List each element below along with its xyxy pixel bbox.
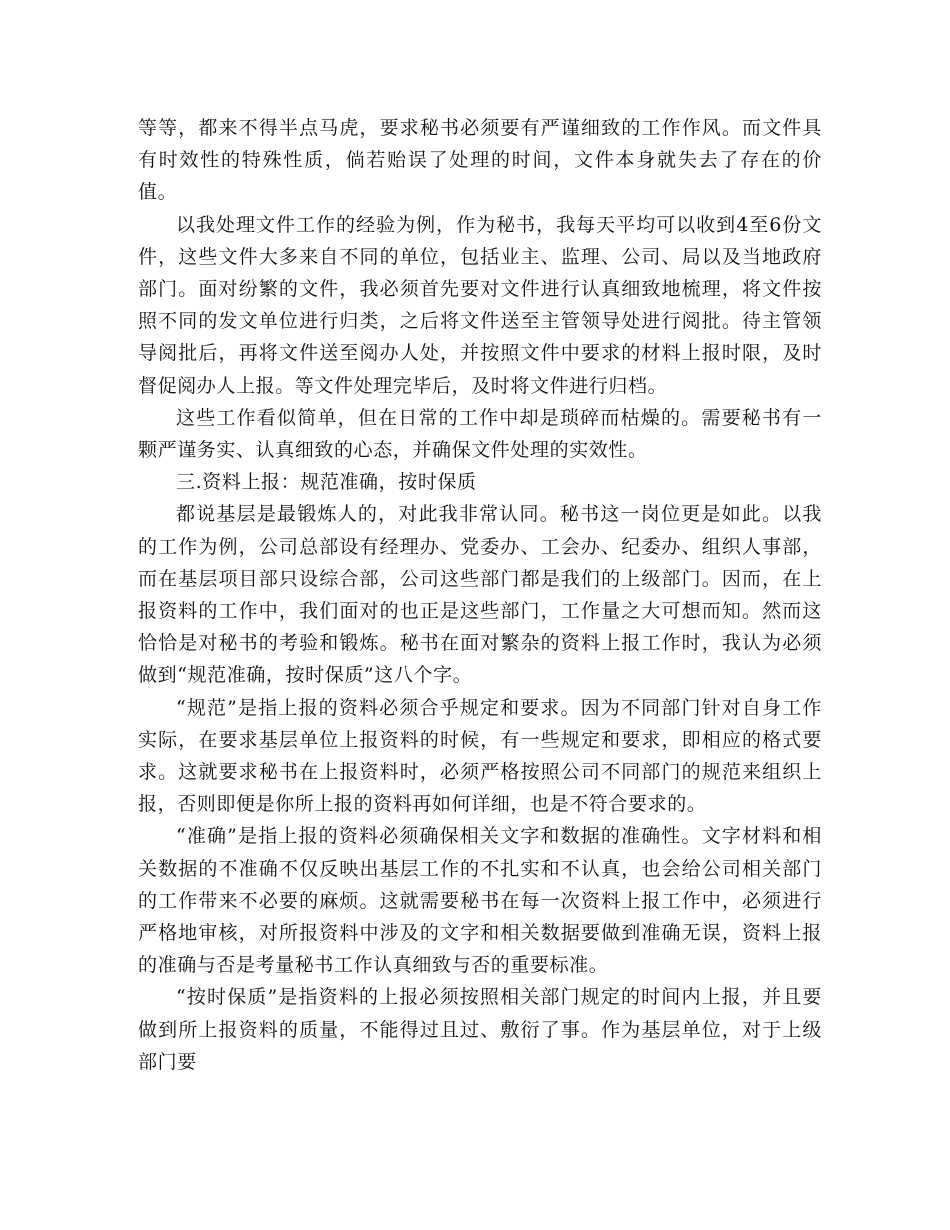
paragraph-file-handling-example: 以我处理文件工作的经验为例，作为秘书，我每天平均可以收到4至6份文件，这些文件大多来自不同的单位，包括业主、监理、公司、局以及当地政府部门。面对纷繁的文件，我必须首先要对文件进行认真细致地梳理，将文件按照不同的发文单位进行归类，之后将文件送至主管领导处进行阅批。待主管领导阅批后，再将文件送至阅办人处，并按照文件中要求的材料上报时限，及时督促阅办人上报。等文件处理完毕后，及时将文件进行归档。 (138, 213, 822, 397)
paragraph-continuation: 等等，都来不得半点马虎，要求秘书必须要有严谨细致的工作作风。而文件具有时效性的特殊性质，倘若贻误了处理的时间，文件本身就失去了存在的价值。 (138, 117, 822, 204)
document-body (138, 112, 822, 1078)
paragraph-accurate: “准确”是指上报的资料必须确保相关文字和数据的准确性。文字材料和相关数据的不准确不仅反映出基层工作的不扎实和不认真，也会给公司相关部门的工作带来不必要的麻烦。这就需要秘书在每一次资料上报工作中，必须进行严格地审核，对所报资料中涉及的文字和相关数据要做到准确无误，资料上报的准确与否是考量秘书工作认真细致与否的重要标准。 (138, 825, 822, 977)
paragraph-grassroots: 都说基层是最锻炼人的，对此我非常认同。秘书这一岗位更是如此。以我的工作为例，公司总部设有经理办、党委办、工会办、纪委办、组织人事部，而在基层项目部只设综合部，公司这些部门都是我们的上级部门。因而，在上报资料的工作中，我们面对的也正是这些部门，工作量之大可想而知。然而这恰恰是对秘书的考验和锻炼。秘书在面对繁杂的资料上报工作时，我认为必须做到“规范准确，按时保质”这八个字。 (138, 503, 822, 687)
paragraph-work-attitude: 这些工作看似简单，但在日常的工作中却是琐碎而枯燥的。需要秘书有一颗严谨务实、认真细致的心态，并确保文件处理的实效性。 (138, 406, 822, 462)
paragraph-on-time-quality: “按时保质”是指资料的上报必须按照相关部门规定的时间内上报，并且要做到所上报资料的质量，不能得过且过、敷衍了事。作为基层单位，对于上级部门要 (138, 986, 822, 1073)
paragraph-standardized: “规范”是指上报的资料必须合乎规定和要求。因为不同部门针对自身工作实际，在要求基层单位上报资料的时候，有一些规定和要求，即相应的格式要求。这就要求秘书在上报资料时，必须严格按照公司不同部门的规范来组织上报，否则即便是你所上报的资料再如何详细，也是不符合要求的。 (138, 696, 822, 816)
section-heading-data-reporting: 三.资料上报：规范准确，按时保质 (176, 471, 477, 494)
